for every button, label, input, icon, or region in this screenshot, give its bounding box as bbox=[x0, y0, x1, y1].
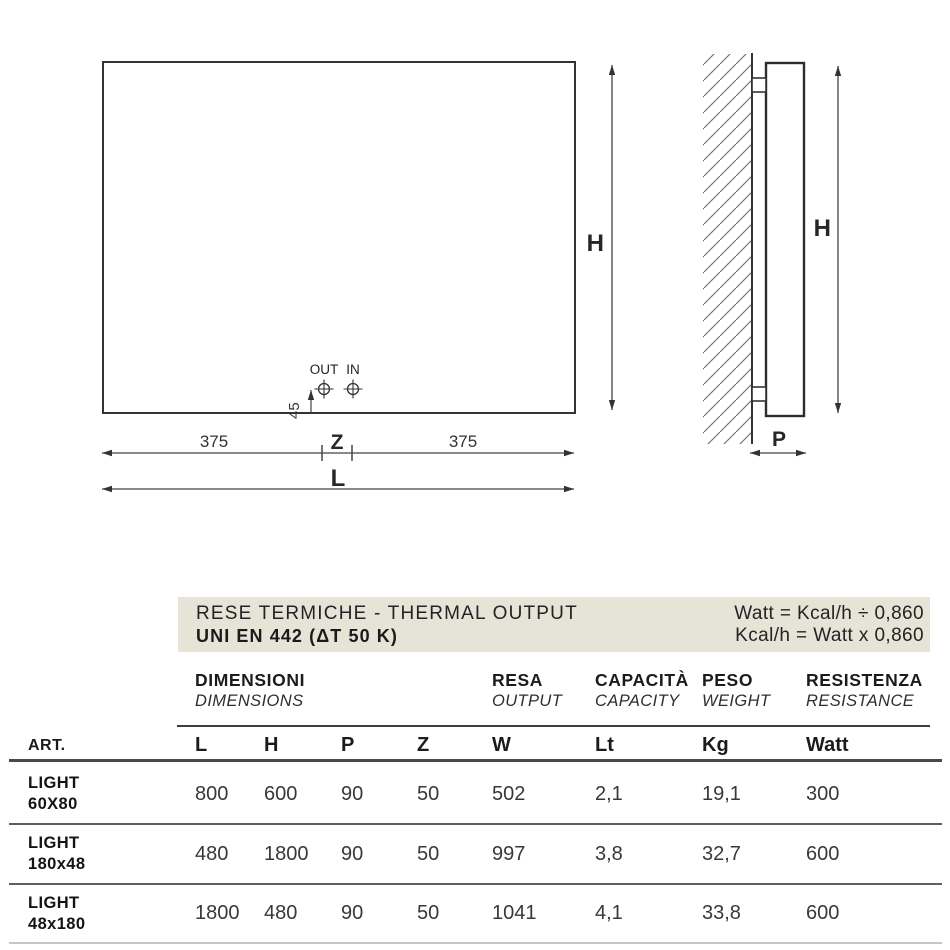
thermal-title: RESE TERMICHE - THERMAL OUTPUT bbox=[196, 602, 578, 624]
group-resistance: RESISTENZA RESISTANCE bbox=[806, 670, 923, 710]
value-Lt: 4,1 bbox=[595, 902, 623, 924]
value-P: 90 bbox=[341, 902, 364, 924]
wall-hatch bbox=[703, 54, 752, 444]
front-height-dimension-label: H bbox=[586, 230, 604, 257]
radiator-front-outline bbox=[103, 62, 575, 413]
pipe-offset-dimension-label: 45 bbox=[286, 402, 303, 419]
value-L: 480 bbox=[195, 842, 229, 865]
value-P: 90 bbox=[341, 842, 364, 865]
table-column-header-row bbox=[28, 731, 942, 757]
value-Kg: 19,1 bbox=[702, 782, 741, 805]
mounting-bracket-bottom bbox=[752, 387, 766, 401]
value-Z: 50 bbox=[417, 782, 440, 805]
table-row-light-180x48 bbox=[28, 825, 942, 883]
col-Z: Z bbox=[417, 734, 430, 756]
length-dimension-label: L bbox=[330, 465, 346, 492]
table-bottom-divider bbox=[9, 942, 942, 944]
value-Watt: 600 bbox=[806, 902, 840, 924]
value-Lt: 3,8 bbox=[595, 842, 623, 865]
value-W: 997 bbox=[492, 842, 526, 865]
table-row-light-60x80 bbox=[28, 765, 942, 823]
side-view-drawing bbox=[703, 53, 838, 453]
value-Z: 50 bbox=[417, 902, 440, 924]
table-group-header-row bbox=[28, 670, 942, 718]
thermal-norm: UNI EN 442 (ΔT 50 K) bbox=[196, 625, 398, 646]
value-L: 800 bbox=[195, 782, 229, 805]
value-P: 90 bbox=[341, 782, 364, 805]
product-name: LIGHT 48x180 bbox=[28, 893, 86, 933]
col-Watt: Watt bbox=[806, 734, 849, 756]
value-Watt: 300 bbox=[806, 782, 840, 805]
value-H: 480 bbox=[264, 902, 298, 924]
radiator-side-outline bbox=[766, 63, 804, 416]
center-span-label: Z bbox=[330, 431, 344, 454]
value-W: 1041 bbox=[492, 902, 537, 924]
header-divider bbox=[9, 759, 942, 762]
art-header: ART. bbox=[28, 737, 66, 754]
in-label: IN bbox=[346, 362, 360, 377]
col-L: L bbox=[195, 734, 208, 756]
mounting-bracket-top bbox=[752, 78, 766, 92]
value-W: 502 bbox=[492, 782, 526, 805]
side-height-dimension-label: H bbox=[813, 215, 831, 242]
col-Lt: Lt bbox=[595, 734, 614, 756]
value-Watt: 600 bbox=[806, 842, 840, 865]
thermal-output-titles bbox=[196, 603, 578, 647]
value-Kg: 33,8 bbox=[702, 902, 741, 924]
col-P: P bbox=[341, 734, 355, 756]
watt-formula: Watt = Kcal/h ÷ 0,860 bbox=[734, 602, 924, 624]
col-H: H bbox=[264, 734, 279, 756]
group-dimensions: DIMENSIONI DIMENSIONS bbox=[195, 670, 306, 710]
product-name: LIGHT 60X80 bbox=[28, 774, 80, 813]
conversion-formulas bbox=[734, 603, 924, 647]
depth-dimension-label: P bbox=[771, 428, 787, 451]
front-view-drawing bbox=[102, 62, 612, 492]
col-W: W bbox=[492, 734, 511, 756]
kcal-formula: Kcal/h = Watt x 0,860 bbox=[735, 624, 924, 646]
left-span-label: 375 bbox=[199, 432, 229, 451]
table-row-light-48x180 bbox=[28, 885, 942, 942]
value-Z: 50 bbox=[417, 842, 440, 865]
value-Lt: 2,1 bbox=[595, 782, 623, 805]
group-output: RESA OUTPUT bbox=[492, 670, 563, 710]
out-label: OUT bbox=[309, 362, 339, 377]
value-Kg: 32,7 bbox=[702, 842, 741, 865]
product-name: LIGHT 180x48 bbox=[28, 834, 86, 873]
group-capacity: CAPACITÀ CAPACITY bbox=[595, 670, 689, 710]
value-L: 1800 bbox=[195, 902, 240, 924]
thermal-output-header bbox=[178, 597, 930, 652]
group-header-divider bbox=[177, 725, 930, 727]
value-H: 600 bbox=[264, 782, 298, 805]
value-H: 1800 bbox=[264, 842, 309, 865]
col-Kg: Kg bbox=[702, 734, 729, 756]
group-weight: PESO WEIGHT bbox=[702, 670, 771, 710]
right-span-label: 375 bbox=[448, 432, 478, 451]
